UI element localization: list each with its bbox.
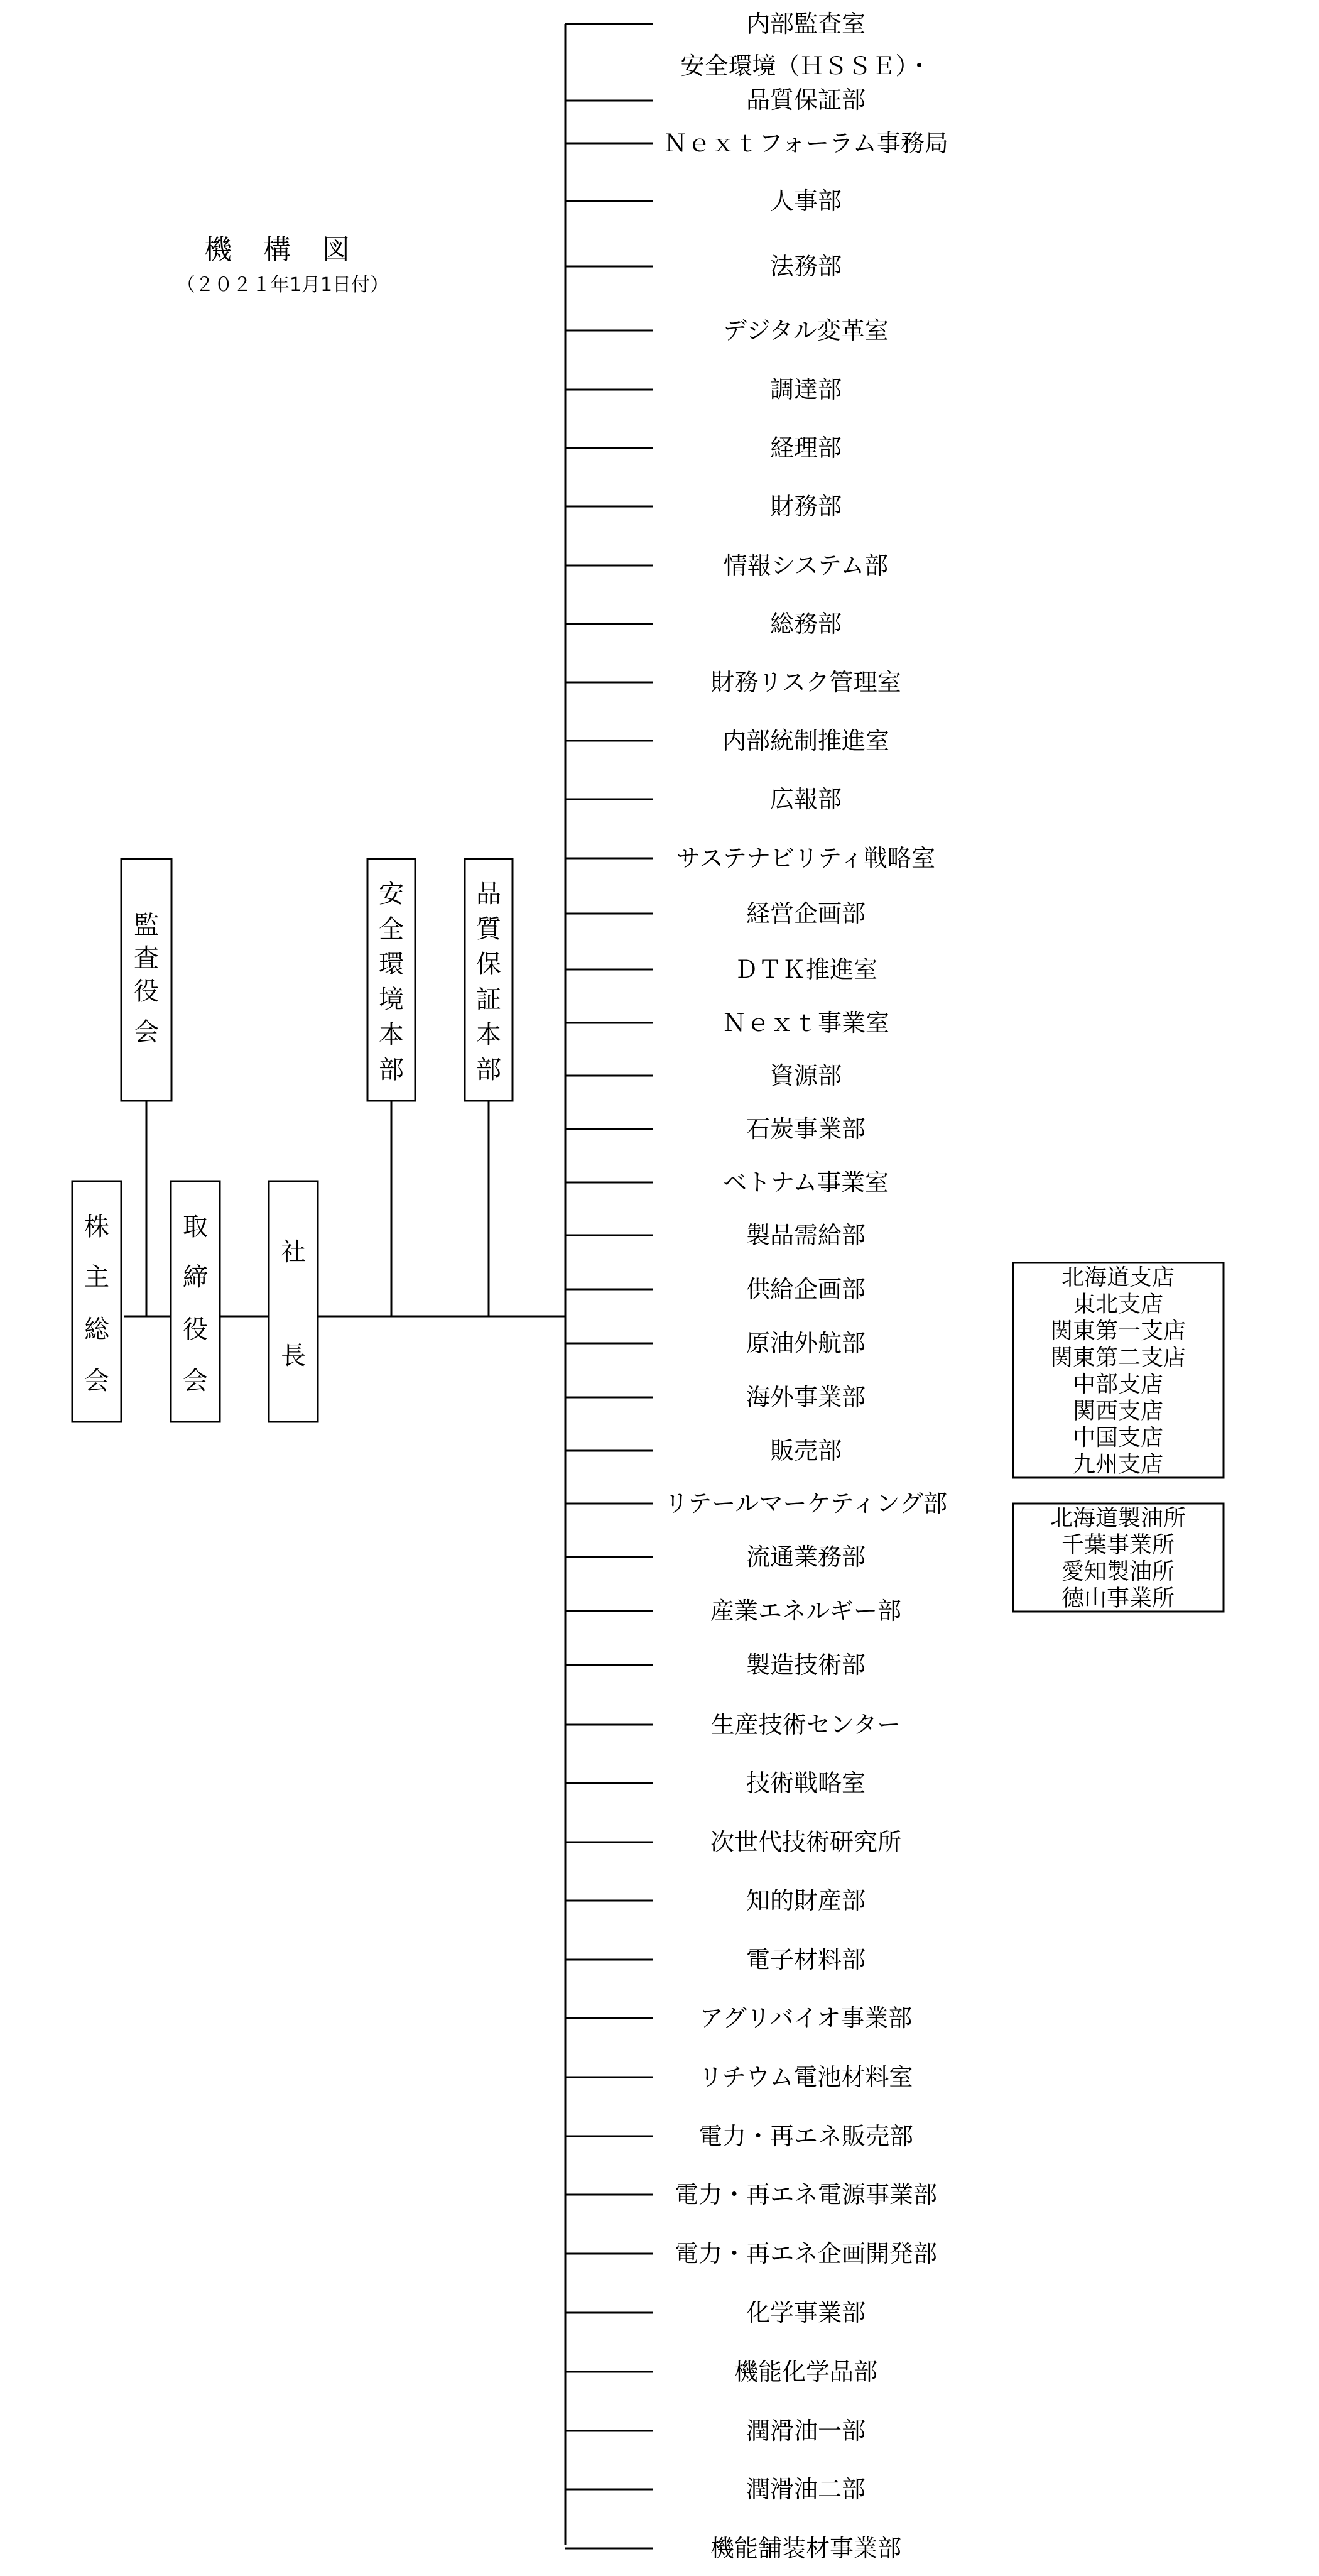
department-label: サステナビリティ戦略室 [676,844,935,872]
auditors-box [121,859,171,1101]
department-label: 機能化学品部 [734,2358,878,2386]
department-label: 内部監査室 [746,10,866,38]
department-label: 潤滑油一部 [746,2417,866,2445]
department-label: デジタル変革室 [723,317,889,344]
department-label: 製造技術部 [746,1651,866,1679]
chart-title: 機 構 図 [204,234,361,266]
branch-office-label: 関東第二支店 [1050,1345,1186,1371]
box-label-char: 役 [134,977,159,1006]
department-label: 石炭事業部 [746,1115,866,1143]
quality-hq-box [465,859,513,1101]
department-label: 知的財産部 [746,1887,866,1914]
department-label: 安全環境（ＨＳＳＥ）・ [680,52,931,80]
box-label-char: 環 [379,950,404,979]
department-label: 潤滑油二部 [746,2475,866,2503]
box-label-char: 保 [476,950,501,979]
department-label: 製品需給部 [746,1221,866,1249]
box-label-char: 部 [379,1056,404,1084]
department-label: 海外事業部 [746,1384,866,1411]
branch-office-label: 関西支店 [1072,1398,1164,1424]
department-label: 経営企画部 [746,900,866,927]
box-label-char: 部 [476,1056,501,1084]
department-label: 産業エネルギー部 [710,1597,902,1625]
department-label: 内部統制推進室 [722,727,890,755]
box-label-char: 役 [183,1315,208,1344]
box-label-char: 品 [476,880,501,909]
department-label: 原油外航部 [746,1329,866,1357]
department-label: 技術戦略室 [746,1769,866,1797]
branch-office-label: 関東第一支店 [1050,1318,1186,1344]
department-label: 経理部 [769,434,842,462]
box-label-char: 会 [84,1367,109,1395]
department-label: 電力・再エネ電源事業部 [674,2181,938,2208]
department-label: アグリバイオ事業部 [699,2004,913,2032]
department-label: 情報システム部 [723,552,889,579]
box-label-char: 社 [281,1238,306,1267]
department-label: 品質保証部 [746,86,866,114]
shareholders-box [72,1181,121,1422]
box-label-char: 会 [183,1367,208,1395]
department-label: 広報部 [769,785,842,813]
box-label-char: 株 [84,1213,109,1242]
box-label-char: 証 [476,985,501,1014]
box-label-char: 全 [379,915,404,944]
box-label-char: 本 [379,1020,404,1049]
plant-label: 愛知製油所 [1061,1559,1175,1585]
department-label: Ｎｅｘｔ事業室 [722,1009,890,1037]
department-label: 総務部 [769,610,842,638]
department-label: 法務部 [769,253,842,280]
box-label-char: 監 [134,911,159,940]
department-label: ベトナム事業室 [722,1169,889,1196]
chart-subtitle: （２０２１年1月1日付） [176,274,389,296]
board-box [171,1181,220,1422]
plants-box [1013,1504,1224,1612]
department-label: 次世代技術研究所 [710,1828,902,1856]
auditors-label [134,911,159,1047]
box-label-char: 質 [476,915,501,944]
department-label: 電力・再エネ販売部 [698,2122,914,2150]
department-label: 供給企画部 [746,1275,866,1303]
safety-hq-box [367,859,415,1101]
department-label: 機能舗装材事業部 [710,2535,902,2562]
box-label-char: 安 [379,880,404,909]
box-label-char: 長 [281,1341,306,1370]
branch-offices-box [1013,1263,1224,1478]
department-label: 電力・再エネ企画開発部 [674,2240,938,2268]
president-box [269,1181,318,1422]
department-label: 財務リスク管理室 [710,669,901,696]
department-label: リテールマーケティング部 [665,1490,947,1517]
plant-list [1050,1505,1186,1612]
department-label: 資源部 [769,1062,842,1089]
plant-label: 千葉事業所 [1061,1532,1175,1558]
department-label: 化学事業部 [746,2299,866,2327]
department-list [565,10,948,2562]
department-label: 電子材料部 [746,1946,866,1973]
box-label-char: 取 [183,1213,208,1242]
branch-office-label: 北海道支店 [1061,1265,1175,1291]
department-label: Ｎｅｘｔフォーラム事務局 [663,129,948,157]
plant-label: 北海道製油所 [1050,1505,1186,1531]
department-label: 調達部 [769,376,842,403]
plant-label: 徳山事業所 [1061,1585,1175,1612]
box-label-char: 主 [84,1263,109,1292]
branch-office-label: 中部支店 [1072,1372,1164,1397]
department-label: リチウム電池材料室 [698,2063,913,2091]
branch-office-label: 中国支店 [1072,1425,1164,1451]
department-label: 財務部 [769,493,842,520]
department-label: 流通業務部 [746,1543,866,1571]
branch-office-label: 東北支店 [1072,1291,1164,1318]
box-label-char: 境 [379,985,404,1014]
box-label-char: 締 [183,1263,208,1292]
box-label-char: 査 [134,944,159,973]
department-label: 販売部 [769,1437,842,1465]
box-label-char: 総 [84,1315,109,1344]
branch-office-label: 九州支店 [1072,1451,1164,1478]
department-label: 生産技術センター [710,1711,901,1738]
department-label: ＤＴＫ推進室 [734,956,878,983]
department-label: 人事部 [769,187,842,215]
box-label-char: 会 [134,1018,159,1047]
box-label-char: 本 [476,1020,501,1049]
